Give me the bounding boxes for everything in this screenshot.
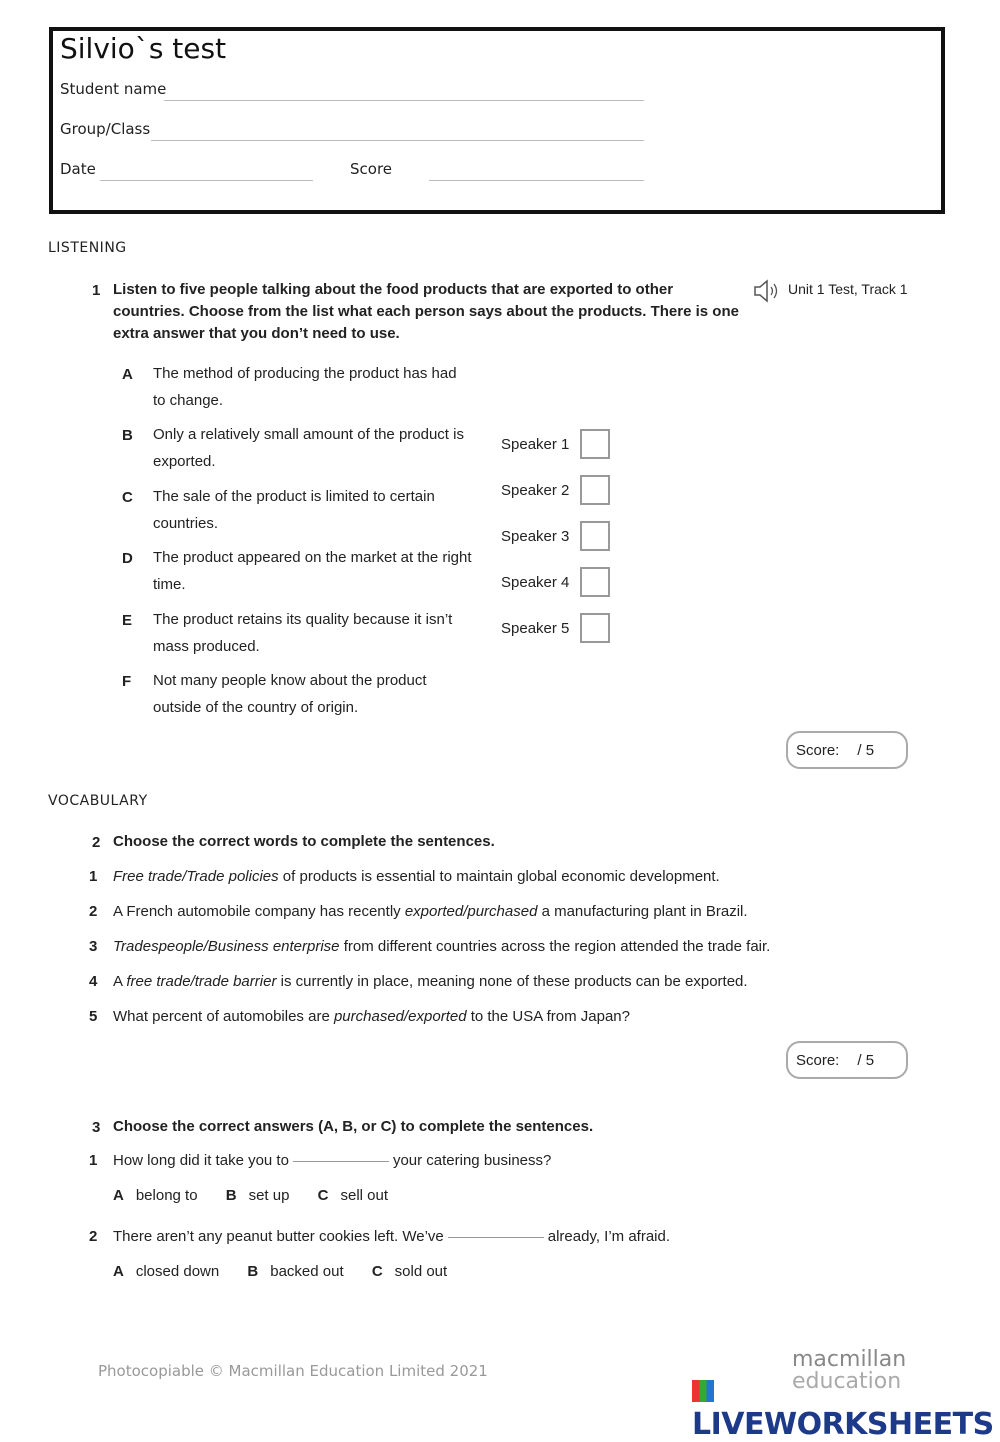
speaker-4-label: Speaker 4: [501, 574, 570, 591]
item-number: 2: [89, 903, 98, 920]
vocab-sentence-4: A free trade/trade barrier is currently in place, meaning none of these products can be exported.: [113, 973, 748, 990]
option-letter: B: [122, 427, 133, 444]
speaker-1-label: Speaker 1: [501, 436, 570, 453]
group-field[interactable]: [151, 140, 644, 141]
vocab-sentence-3: Tradespeople/Business enterprise from different countries across the region attended the trade fair.: [113, 938, 771, 955]
vocabulary-score-box: [786, 1041, 908, 1079]
speaker-5-answer-box[interactable]: [580, 613, 610, 643]
option-text: The method of producing the product has had to change.: [153, 365, 457, 409]
grammar-sentence-1: How long did it take you to your catering business?: [113, 1152, 552, 1169]
option-letter: C: [122, 489, 133, 506]
vocab-sentence-5: What percent of automobiles are purchased/exported to the USA from Japan?: [113, 1008, 630, 1025]
speaker-2-answer-box[interactable]: [580, 475, 610, 505]
grammar-sentence-2: There aren’t any peanut butter cookies left. We’ve already, I’m afraid.: [113, 1228, 671, 1245]
item-number: 5: [89, 1008, 98, 1025]
speaker-5-label: Speaker 5: [501, 620, 570, 637]
student-name-label: Student name: [60, 80, 167, 98]
vocab-choice-1[interactable]: Free trade/Trade policies: [113, 868, 279, 885]
macmillan-logo: macmillan education: [792, 1347, 907, 1394]
score-label: Score:: [796, 741, 840, 759]
question-number: 2: [92, 834, 101, 851]
question-number: 3: [92, 1119, 101, 1136]
listening-score-box: [786, 731, 908, 769]
question-text: Choose the correct words to complete the sentences.: [113, 833, 495, 850]
copyright-text: Photocopiable © Macmillan Education Limited 2021: [98, 1362, 488, 1380]
liveworksheets-watermark: LIVEWORKSHEETS: [692, 1372, 1000, 1442]
answer-blank-1[interactable]: [293, 1161, 389, 1162]
speaker-2-label: Speaker 2: [501, 482, 570, 499]
score-label: Score:: [796, 1051, 840, 1069]
vocab-choice-5[interactable]: purchased/exported: [333, 1008, 467, 1025]
question-text: Listen to five people talking about the food products that are exported to other countries. Choose from the list what each person says about the products. There is one extra answer that you don’t need to use.: [113, 281, 739, 342]
option-letter: D: [122, 550, 133, 567]
answer-blank-2[interactable]: [448, 1237, 544, 1238]
speaker-1-answer-box[interactable]: [580, 429, 610, 459]
listening-section-title: LISTENING: [48, 240, 127, 256]
option-text: The product appeared on the market at the right time.: [153, 549, 472, 593]
score-field[interactable]: [429, 180, 644, 181]
score-total: / 5: [857, 741, 875, 759]
page-title: Silvio`s test: [60, 32, 227, 65]
item-number: 4: [89, 973, 98, 990]
vocab-sentence-2: A French automobile company has recently exported/purchased a manufacturing plant in Brazil.: [113, 903, 748, 920]
choice-b[interactable]: set up: [248, 1187, 290, 1204]
track-label: Unit 1 Test, Track 1: [788, 281, 908, 297]
option-text: Not many people know about the product outside of the country of origin.: [153, 672, 427, 716]
choice-c[interactable]: sell out: [340, 1187, 389, 1204]
choice-a[interactable]: closed down: [135, 1263, 220, 1280]
choice-b[interactable]: backed out: [270, 1263, 344, 1280]
option-text: The sale of the product is limited to certain countries.: [153, 488, 435, 532]
question-number: 1: [92, 282, 101, 299]
choice-a[interactable]: belong to: [135, 1187, 198, 1204]
vocab-choice-2[interactable]: exported/purchased: [404, 903, 538, 920]
option-letter: A: [122, 366, 133, 383]
option-text: Only a relatively small amount of the product is exported.: [153, 426, 464, 470]
speaker-4-answer-box[interactable]: [580, 567, 610, 597]
item-number: 1: [89, 868, 98, 885]
option-letter: F: [122, 673, 132, 690]
vocab-sentence-1: Free trade/Trade policies of products is essential to maintain global economic development.: [113, 868, 720, 885]
score-label: Score: [350, 160, 393, 178]
item-number: 2: [89, 1228, 98, 1245]
item-number: 3: [89, 938, 98, 955]
score-total: / 5: [857, 1051, 875, 1069]
item-number: 1: [89, 1152, 98, 1169]
date-field[interactable]: [100, 180, 313, 181]
speaker-audio-icon[interactable]: [752, 278, 782, 309]
grammar-choices-2: A closed down B backed out C sold out: [113, 1263, 448, 1280]
group-label: Group/Class: [60, 120, 151, 138]
vocab-choice-3[interactable]: Tradespeople/Business enterprise: [113, 938, 340, 955]
date-label: Date: [60, 160, 96, 178]
speaker-3-label: Speaker 3: [501, 528, 570, 545]
vocab-choice-4[interactable]: free trade/trade barrier: [126, 973, 277, 990]
vocabulary-section-title: VOCABULARY: [48, 793, 148, 809]
student-name-field[interactable]: [164, 100, 644, 101]
option-letter: E: [122, 612, 133, 629]
option-text: The product retains its quality because it isn’t mass produced.: [153, 611, 453, 655]
grammar-choices-1: A belong to B set up C sell out: [113, 1187, 389, 1204]
choice-c[interactable]: sold out: [394, 1263, 448, 1280]
question-text: Choose the correct answers (A, B, or C) to complete the sentences.: [113, 1118, 594, 1135]
speaker-3-answer-box[interactable]: [580, 521, 610, 551]
liveworksheets-logo-icon: [692, 1380, 714, 1402]
